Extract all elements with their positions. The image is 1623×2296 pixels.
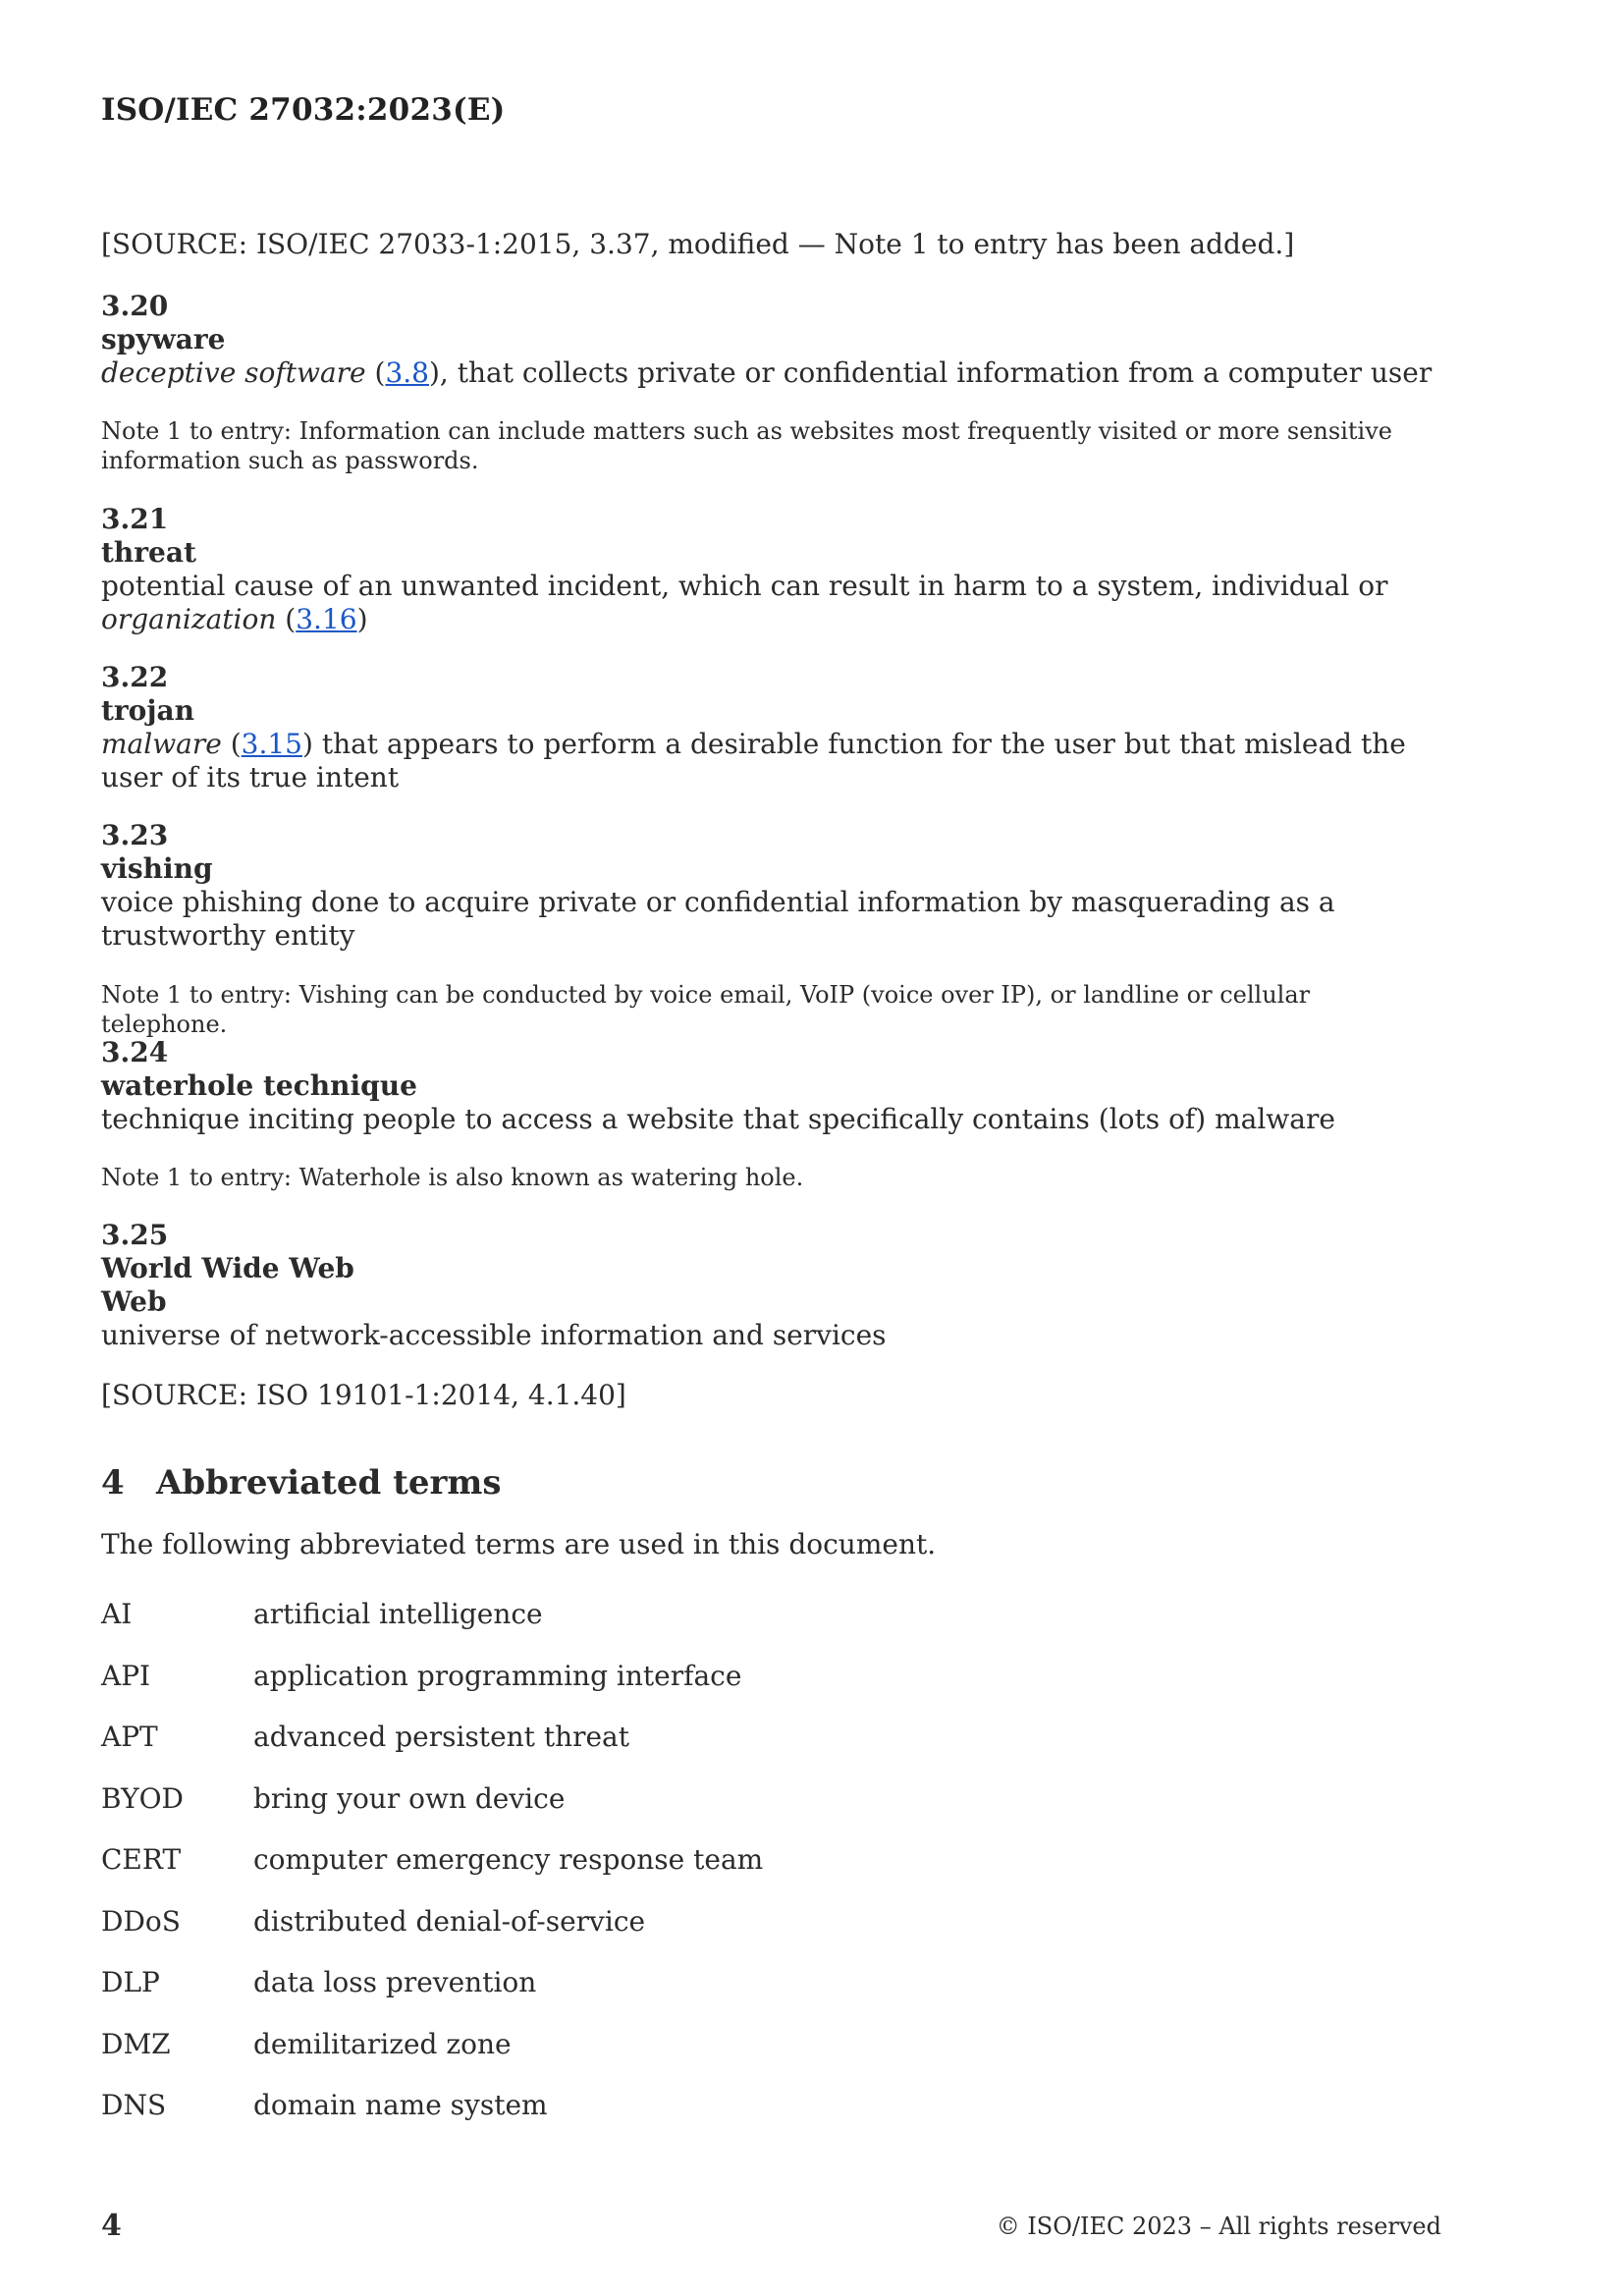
- abbreviation-row: [101, 1721, 1083, 1754]
- term-entry-3-21: [101, 503, 1441, 636]
- section-intro: The following abbreviated terms are used in this document.: [101, 1528, 937, 1560]
- term-number: 3.21: [101, 503, 169, 535]
- term-number: 3.20: [101, 290, 169, 322]
- source-citation: [SOURCE: ISO 19101-1:2014, 4.1.40]: [101, 1379, 626, 1411]
- abbreviation: CERT: [101, 1843, 182, 1876]
- abbreviation-meaning: computer emergency response team: [253, 1843, 764, 1876]
- term-name: threat: [101, 536, 196, 569]
- term-definition: voice phishing done to acquire private or confidential information by masquerading as a trustworthy entity: [101, 886, 1335, 952]
- abbreviation: DDoS: [101, 1904, 181, 1938]
- term-note: Note 1 to entry: Waterhole is also known as watering hole.: [101, 1164, 804, 1191]
- definition-italic: malware: [101, 728, 222, 760]
- term-definition: technique inciting people to access a website that specifically contains (lots of) malware: [101, 1103, 1335, 1135]
- definition-text: potential cause of an unwanted incident, which can result in harm to a system, individual or: [101, 570, 1388, 602]
- section-number: 4: [101, 1463, 125, 1503]
- abbreviation-meaning: distributed denial-of-service: [253, 1904, 646, 1938]
- abbreviation-row: [101, 1966, 1083, 1999]
- term-entry-3-22: [101, 661, 1441, 794]
- term-name: vishing: [101, 852, 213, 885]
- term-definition: deceptive software (3.8), that collects private or confidential information from a computer user: [101, 356, 1433, 389]
- abbreviation: AI: [101, 1598, 133, 1630]
- copyright-notice: © ISO/IEC 2023 – All rights reserved: [996, 2213, 1441, 2240]
- abbreviation-meaning: demilitarized zone: [253, 2027, 512, 2060]
- abbreviation-row: [101, 1905, 1083, 1939]
- term-name: trojan: [101, 694, 194, 727]
- term-entry-3-20: [101, 290, 1441, 390]
- abbreviation: DLP: [101, 1966, 160, 1998]
- abbreviation-row: [101, 1782, 1083, 1816]
- term-number: 3.23: [101, 819, 169, 851]
- section-heading: [101, 1463, 1441, 1503]
- term-number: 3.22: [101, 661, 169, 693]
- document-header-title: ISO/IEC 27032:2023(E): [101, 92, 506, 128]
- abbreviation-meaning: domain name system: [253, 2089, 548, 2121]
- definition-rest: ) that appears to perform a desirable function for the user but that mislead the user of its true intent: [101, 728, 1406, 793]
- term-name: spyware: [101, 323, 226, 355]
- cross-reference-link[interactable]: 3.8: [385, 356, 429, 389]
- abbreviation-meaning: bring your own device: [253, 1781, 566, 1815]
- abbreviation: DNS: [101, 2089, 167, 2121]
- abbreviation-row: [101, 2089, 1083, 2122]
- term-number: 3.24: [101, 1036, 169, 1068]
- abbreviation-row: [101, 1660, 1083, 1693]
- abbreviation: DMZ: [101, 2027, 171, 2060]
- page-number: 4: [101, 2209, 122, 2243]
- term-name: World Wide Web: [101, 1252, 354, 1285]
- abbreviation: APT: [101, 1721, 158, 1753]
- term-entry-3-24: [101, 1036, 1441, 1136]
- abbreviation: API: [101, 1659, 151, 1692]
- term-entry-3-25: [101, 1219, 1441, 1352]
- abbreviation-row: [101, 1843, 1083, 1877]
- term-definition: malware (3.15) that appears to perform a desirable function for the user but that mislead the user of its true intent: [101, 728, 1406, 793]
- abbreviation: BYOD: [101, 1781, 184, 1815]
- term-definition: universe of network-accessible information and services: [101, 1319, 887, 1351]
- abbreviation-row: [101, 2028, 1083, 2061]
- definition-italic: deceptive software: [101, 356, 366, 389]
- abbreviation-meaning: data loss prevention: [253, 1966, 537, 1998]
- cross-reference-link[interactable]: 3.15: [241, 728, 302, 760]
- definition-italic: organization: [101, 603, 277, 635]
- definition-rest: ), that collects private or confidential information from a computer user: [428, 356, 1433, 389]
- abbreviation-meaning: application programming interface: [253, 1659, 742, 1692]
- term-entry-3-23: [101, 819, 1441, 953]
- term-name: waterhole technique: [101, 1069, 417, 1102]
- cross-reference-link[interactable]: 3.16: [296, 603, 357, 635]
- term-note: Note 1 to entry: Vishing can be conducted by voice email, VoIP (voice over IP), or landline or cellular telephone.: [101, 981, 1311, 1038]
- term-definition: potential cause of an unwanted incident, which can result in harm to a system, individual or organization (3.16): [101, 570, 1388, 635]
- abbreviation-meaning: advanced persistent threat: [253, 1721, 630, 1753]
- source-citation-top: [SOURCE: ISO/IEC 27033-1:2015, 3.37, modified — Note 1 to entry has been added.]: [101, 228, 1295, 260]
- abbreviation-row: [101, 1598, 1083, 1631]
- term-note: Note 1 to entry: Information can include matters such as websites most frequently visited or more sensitive information such as passwords.: [101, 417, 1392, 474]
- term-number: 3.25: [101, 1219, 169, 1251]
- document-page: [101, 0, 1441, 2296]
- section-title: Abbreviated terms: [156, 1463, 502, 1503]
- abbreviation-meaning: artificial intelligence: [253, 1598, 543, 1630]
- term-name-alternate: Web: [101, 1285, 167, 1318]
